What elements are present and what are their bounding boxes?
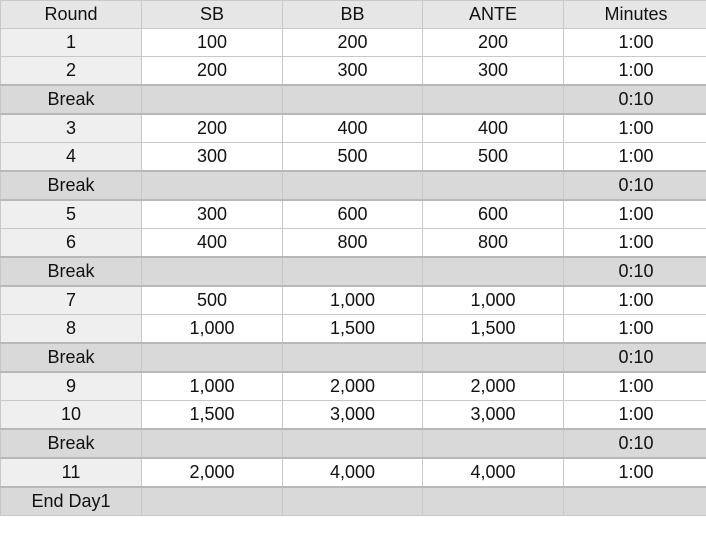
cell-ante[interactable]	[423, 257, 564, 286]
header-row	[1, 1, 706, 29]
break-row	[1, 257, 706, 286]
cell-ante[interactable]	[423, 85, 564, 114]
round-row	[1, 200, 706, 229]
cell-minutes[interactable]: 1:00	[564, 57, 706, 86]
cell-round[interactable]: Break	[1, 171, 142, 200]
cell-sb[interactable]: 1,000	[142, 372, 283, 401]
cell-round[interactable]: Break	[1, 429, 142, 458]
break-row	[1, 171, 706, 200]
round-row	[1, 315, 706, 344]
cell-ante[interactable]: 3,000	[423, 401, 564, 430]
header-cell-bb[interactable]: BB	[283, 1, 423, 29]
cell-minutes[interactable]: 0:10	[564, 257, 706, 286]
cell-ante[interactable]: 1,500	[423, 315, 564, 344]
cell-round[interactable]: 4	[1, 143, 142, 172]
cell-bb[interactable]: 300	[283, 57, 423, 86]
cell-bb[interactable]: 500	[283, 143, 423, 172]
round-row	[1, 401, 706, 430]
break-row	[1, 429, 706, 458]
break-row	[1, 343, 706, 372]
cell-minutes[interactable]: 1:00	[564, 143, 706, 172]
break-row	[1, 85, 706, 114]
cell-ante[interactable]	[423, 343, 564, 372]
cell-bb[interactable]: 400	[283, 114, 423, 143]
cell-minutes[interactable]: 1:00	[564, 458, 706, 487]
cell-round[interactable]: Break	[1, 85, 142, 114]
cell-bb[interactable]: 2,000	[283, 372, 423, 401]
cell-ante[interactable]: 300	[423, 57, 564, 86]
cell-minutes[interactable]: 1:00	[564, 372, 706, 401]
cell-sb[interactable]: 300	[142, 200, 283, 229]
cell-sb[interactable]: 1,000	[142, 315, 283, 344]
cell-ante[interactable]: 500	[423, 143, 564, 172]
cell-minutes[interactable]: 0:10	[564, 171, 706, 200]
cell-minutes[interactable]: 1:00	[564, 315, 706, 344]
cell-round[interactable]: 8	[1, 315, 142, 344]
cell-bb[interactable]	[283, 343, 423, 372]
cell-bb[interactable]: 1,000	[283, 286, 423, 315]
cell-round[interactable]: 3	[1, 114, 142, 143]
cell-sb[interactable]	[142, 487, 283, 516]
cell-sb[interactable]	[142, 257, 283, 286]
cell-bb[interactable]	[283, 257, 423, 286]
cell-sb[interactable]: 200	[142, 57, 283, 86]
cell-sb[interactable]	[142, 429, 283, 458]
cell-round[interactable]: 1	[1, 29, 142, 57]
cell-bb[interactable]: 3,000	[283, 401, 423, 430]
cell-ante[interactable]: 1,000	[423, 286, 564, 315]
cell-bb[interactable]: 200	[283, 29, 423, 57]
cell-round[interactable]: 6	[1, 229, 142, 258]
round-row	[1, 114, 706, 143]
cell-minutes[interactable]: 1:00	[564, 200, 706, 229]
cell-round[interactable]: 11	[1, 458, 142, 487]
cell-sb[interactable]	[142, 343, 283, 372]
cell-round[interactable]: 9	[1, 372, 142, 401]
cell-ante[interactable]	[423, 487, 564, 516]
cell-ante[interactable]	[423, 171, 564, 200]
cell-round[interactable]: 7	[1, 286, 142, 315]
round-row	[1, 372, 706, 401]
cell-round[interactable]: 5	[1, 200, 142, 229]
cell-bb[interactable]: 800	[283, 229, 423, 258]
cell-sb[interactable]: 300	[142, 143, 283, 172]
cell-round[interactable]: Break	[1, 343, 142, 372]
cell-bb[interactable]	[283, 85, 423, 114]
round-row	[1, 29, 706, 57]
cell-ante[interactable]	[423, 429, 564, 458]
cell-sb[interactable]	[142, 171, 283, 200]
cell-minutes[interactable]: 1:00	[564, 286, 706, 315]
cell-minutes[interactable]: 1:00	[564, 401, 706, 430]
cell-minutes[interactable]: 1:00	[564, 229, 706, 258]
round-row	[1, 229, 706, 258]
cell-minutes[interactable]: 0:10	[564, 343, 706, 372]
cell-bb[interactable]: 600	[283, 200, 423, 229]
cell-sb[interactable]: 400	[142, 229, 283, 258]
cell-round[interactable]: End Day1	[1, 487, 142, 516]
cell-sb[interactable]	[142, 85, 283, 114]
cell-bb[interactable]	[283, 487, 423, 516]
cell-sb[interactable]: 200	[142, 114, 283, 143]
cell-ante[interactable]: 400	[423, 114, 564, 143]
cell-bb[interactable]	[283, 171, 423, 200]
end-row	[1, 487, 706, 516]
cell-minutes[interactable]: 0:10	[564, 429, 706, 458]
cell-bb[interactable]	[283, 429, 423, 458]
cell-ante[interactable]: 200	[423, 29, 564, 57]
cell-round[interactable]: 10	[1, 401, 142, 430]
cell-bb[interactable]: 1,500	[283, 315, 423, 344]
cell-ante[interactable]: 2,000	[423, 372, 564, 401]
cell-round[interactable]: 2	[1, 57, 142, 86]
round-row	[1, 286, 706, 315]
cell-minutes[interactable]: 0:10	[564, 85, 706, 114]
cell-ante[interactable]: 800	[423, 229, 564, 258]
header-cell-minutes[interactable]: Minutes	[564, 1, 706, 29]
header-cell-sb[interactable]: SB	[142, 1, 283, 29]
cell-minutes[interactable]	[564, 487, 706, 516]
cell-sb[interactable]: 500	[142, 286, 283, 315]
cell-round[interactable]: Break	[1, 257, 142, 286]
round-row	[1, 143, 706, 172]
cell-sb[interactable]: 1,500	[142, 401, 283, 430]
round-row	[1, 458, 706, 487]
cell-bb[interactable]: 4,000	[283, 458, 423, 487]
round-row	[1, 57, 706, 86]
cell-ante[interactable]: 4,000	[423, 458, 564, 487]
cell-sb[interactable]: 2,000	[142, 458, 283, 487]
cell-minutes[interactable]: 1:00	[564, 114, 706, 143]
header-cell-round[interactable]: Round	[1, 1, 142, 29]
header-cell-ante[interactable]: ANTE	[423, 1, 564, 29]
cell-ante[interactable]: 600	[423, 200, 564, 229]
cell-sb[interactable]: 100	[142, 29, 283, 57]
cell-minutes[interactable]: 1:00	[564, 29, 706, 57]
